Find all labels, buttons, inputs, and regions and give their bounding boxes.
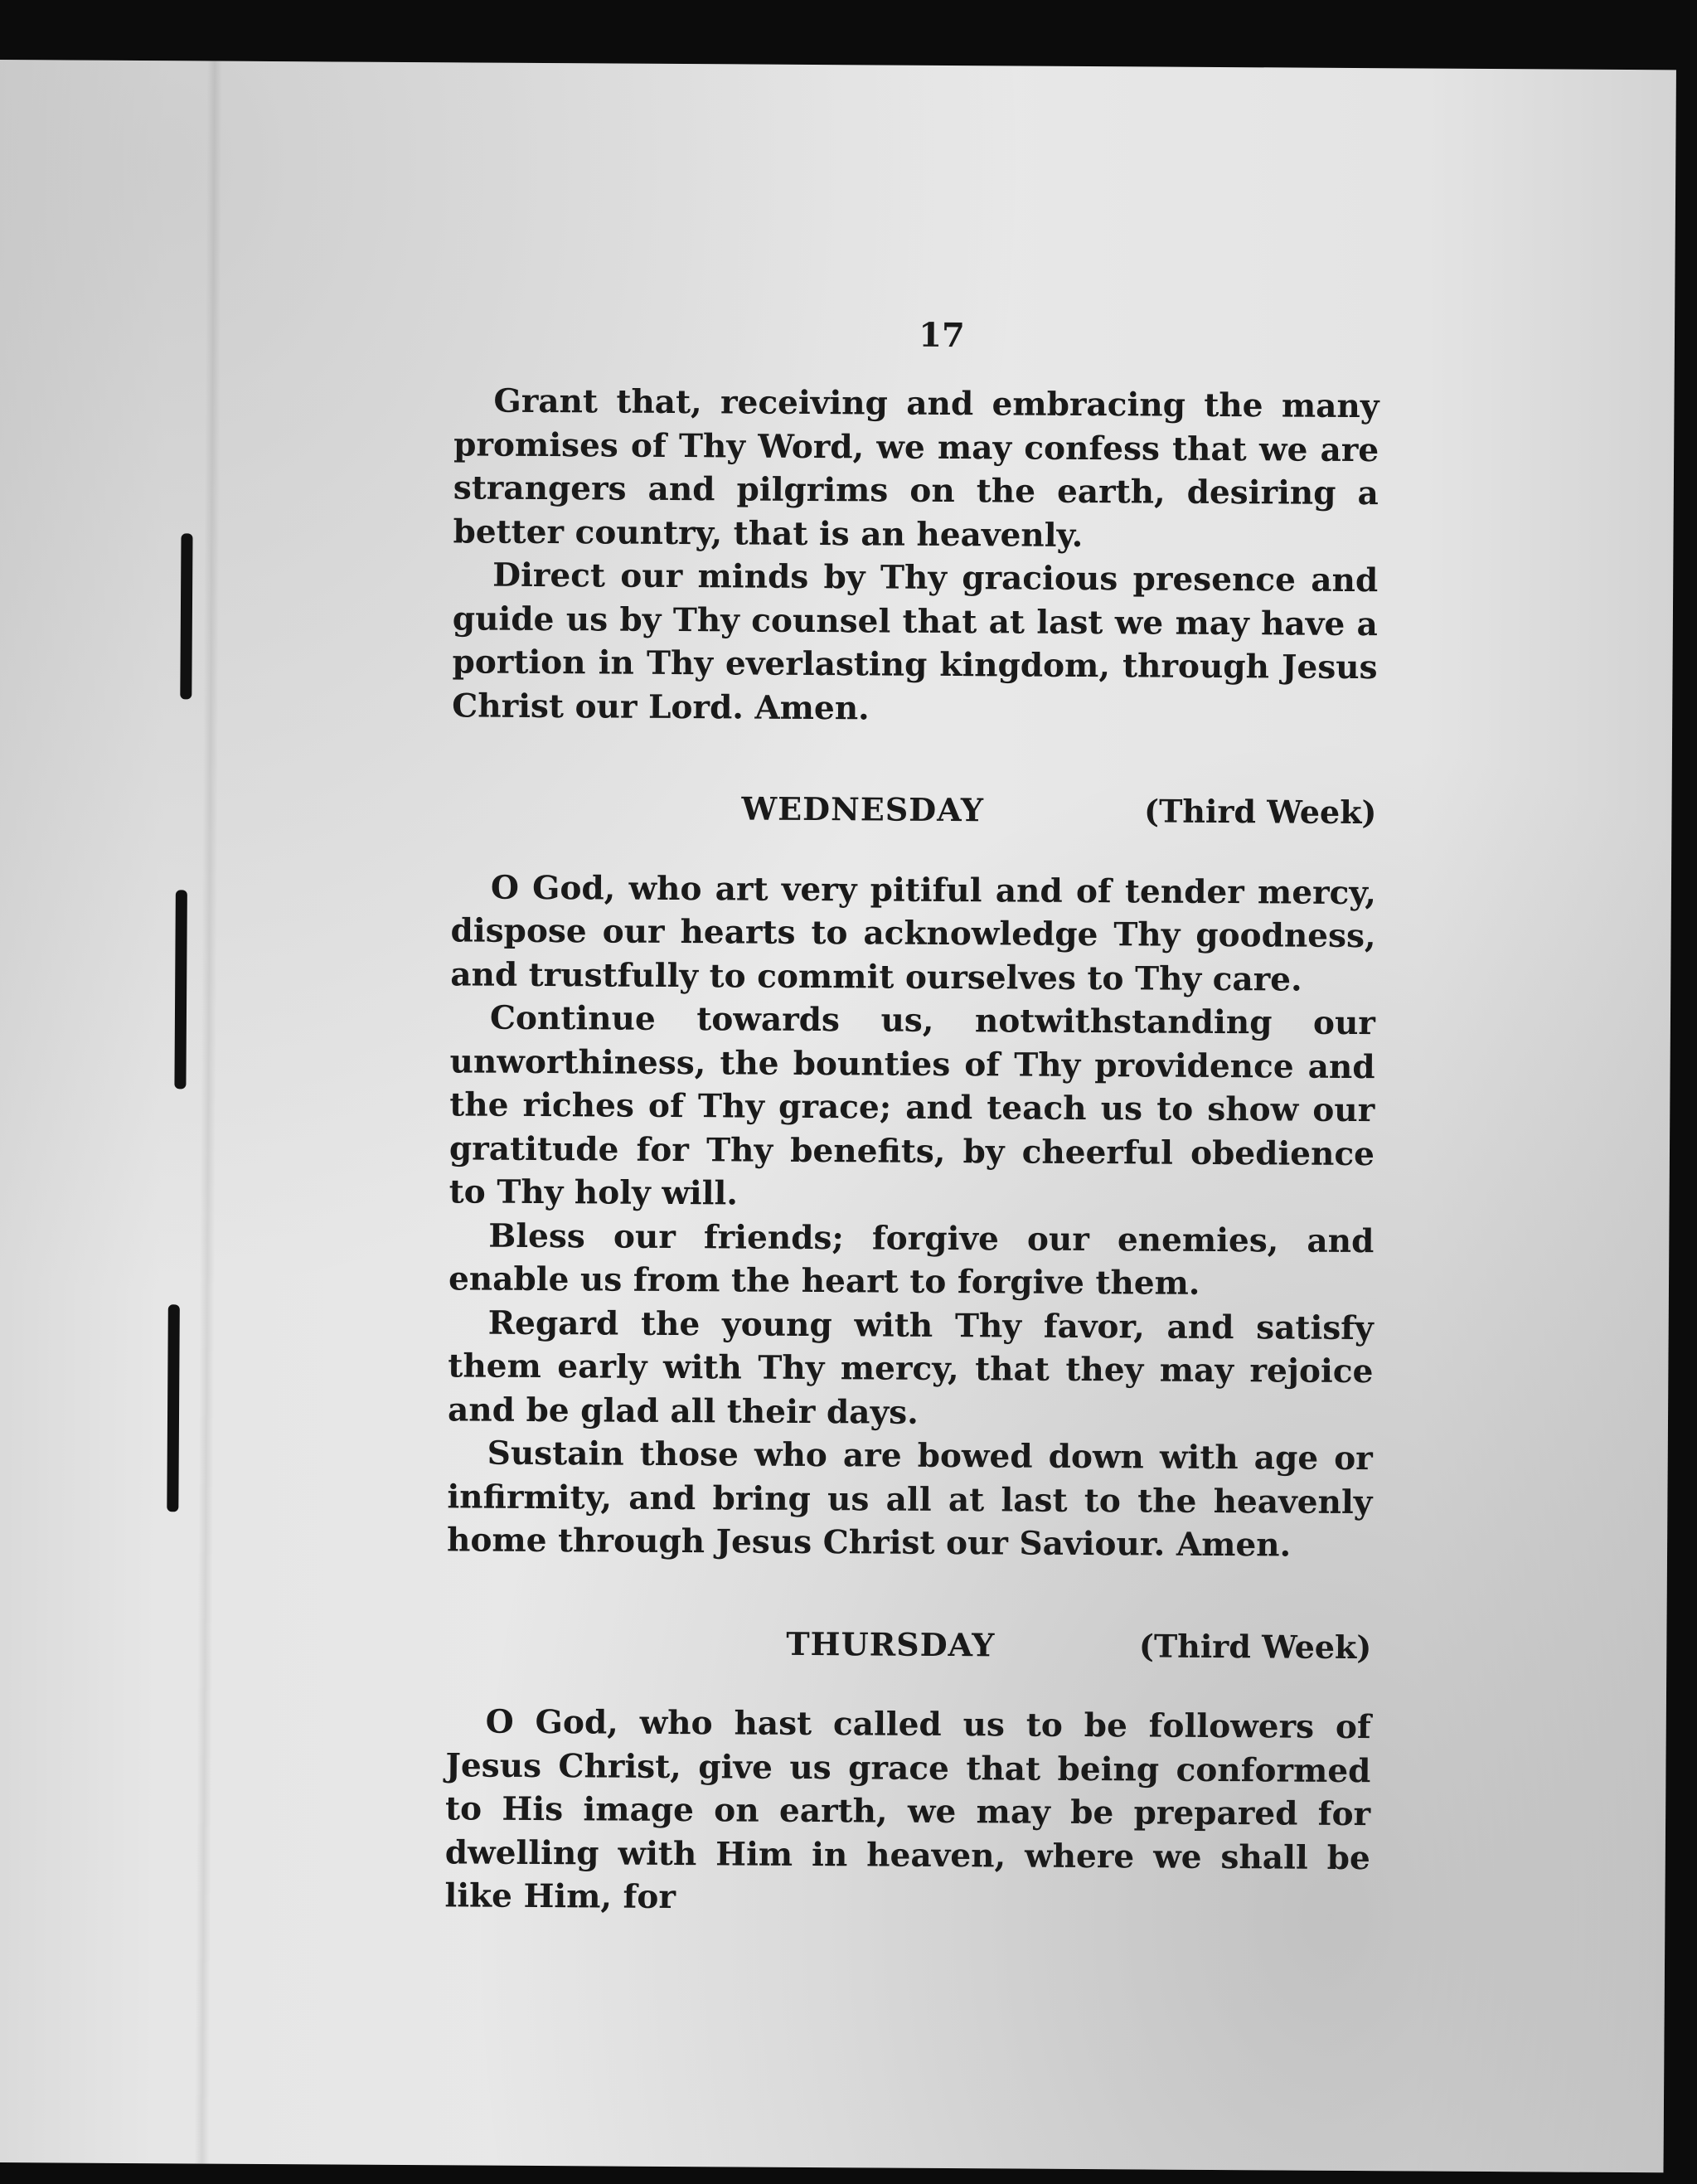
wednesday-paragraph: Regard the young with Thy favor, and satisfy them early with Thy mercy, that they may rejoice and be glad all their days. [447, 1303, 1374, 1432]
page-fold-shadow [195, 61, 222, 2164]
binding-staple-top [180, 533, 192, 699]
wednesday-heading [451, 785, 1376, 834]
page-text [444, 311, 1379, 1923]
thursday-paragraph: O God, who hast called us to be followers of Jesus Christ, give us grace that being conformed to His image on earth, we may be prepared for dwelling with Him in heaven, where we shall be like Him, for [444, 1702, 1371, 1917]
intro-paragraph: Direct our minds by Thy gracious presence and guide us by Thy counsel that at last we may have a portion in Thy everlasting kingdom, through Jesus Christ our Lord. Amen. [452, 556, 1379, 727]
book-page [0, 60, 1676, 2172]
page-number: 17 [919, 315, 965, 356]
wednesday-paragraph: Continue towards us, notwithstanding our unworthiness, the bounties of Thy providence and the riches of Thy grace; and teach us to show our gratitude for Thy benefits, by cheerful obedience to Thy holy will. [448, 998, 1376, 1213]
binding-staple-bottom [167, 1304, 180, 1512]
thursday-week-label: (Third Week) [1138, 1626, 1372, 1666]
thursday-heading [446, 1620, 1371, 1669]
wednesday-paragraph: Bless our friends; forgive our enemies, and enable us from the heart to forgive them. [448, 1216, 1375, 1303]
thursday-title: THURSDAY [786, 1624, 996, 1663]
wednesday-paragraph: Sustain those who are bowed down with age or infirmity, and bring us all at last to the heavenly home through Jesus Christ our Saviour. Amen. [446, 1434, 1373, 1565]
wednesday-week-label: (Third Week) [1143, 792, 1377, 832]
binding-staple-middle [174, 890, 187, 1089]
intro-paragraph: Grant that, receiving and embracing the many promises of Thy Word, we may confess that we are strangers and pilgrims on the earth, desiring a better country, that is an heavenly. [453, 381, 1379, 555]
wednesday-paragraph: O God, who art very pitiful and of tender mercy, dispose our hearts to acknowledge Thy goodness, and trustfully to commit ourselves to Thy care. [450, 868, 1377, 999]
wednesday-title: WEDNESDAY [741, 789, 985, 829]
